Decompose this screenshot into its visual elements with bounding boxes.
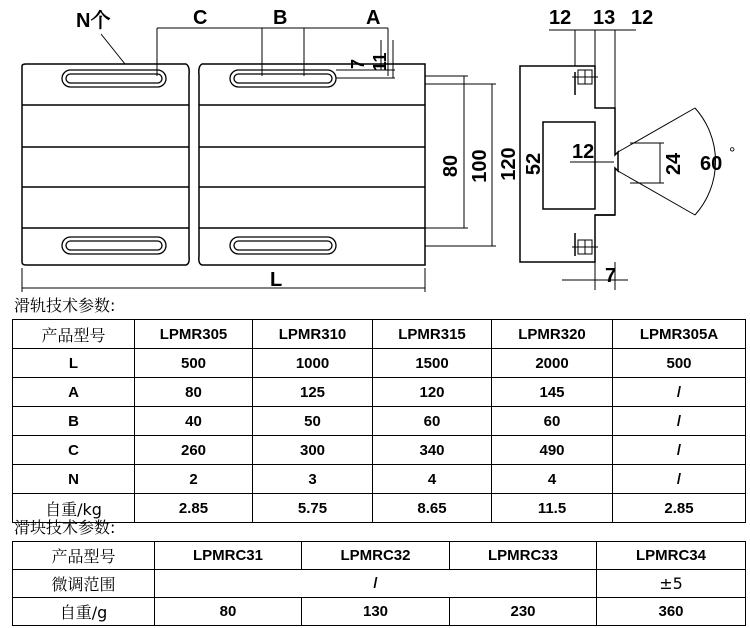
table-cell: 60 — [492, 407, 613, 436]
table-header-row — [13, 320, 746, 349]
technical-drawing — [0, 0, 750, 300]
block-table-title: 滑块技术参数: — [14, 518, 116, 537]
rail-segment-right — [199, 64, 425, 265]
model-cell: LPMRC34 — [597, 542, 746, 570]
table-cell: 500 — [135, 349, 253, 378]
dim-100: 100 — [469, 149, 491, 183]
row-label: L — [13, 349, 135, 378]
profile-screw-bottom — [572, 240, 598, 254]
degree-sign: ° — [729, 145, 736, 162]
table-cell: 120 — [373, 378, 492, 407]
table-cell: 1500 — [373, 349, 492, 378]
dim-120: 120 — [498, 147, 520, 181]
table-cell: 80 — [155, 598, 302, 626]
slot-top-left — [62, 70, 166, 87]
table-row — [13, 494, 746, 523]
table-cell: 2 — [135, 465, 253, 494]
slot-top-right — [230, 70, 336, 87]
table-cell: 4 — [492, 465, 613, 494]
table-cell: 260 — [135, 436, 253, 465]
table-cell: 8.65 — [373, 494, 492, 523]
label-c: C — [193, 7, 208, 29]
model-cell: LPMR320 — [492, 320, 613, 349]
dim-24: 24 — [663, 152, 685, 176]
rail-spec-table — [12, 319, 746, 523]
row-label: N — [13, 465, 135, 494]
table-row — [13, 570, 746, 598]
row-label: C — [13, 436, 135, 465]
dim-13: 13 — [593, 7, 616, 29]
table-cell: 5.75 — [253, 494, 373, 523]
table-cell: 2.85 — [135, 494, 253, 523]
table-cell: / — [613, 378, 746, 407]
table-cell: 130 — [302, 598, 450, 626]
table-row — [13, 436, 746, 465]
dim-7-bottom: 7 — [605, 265, 617, 287]
table-row — [13, 349, 746, 378]
model-cell: LPMR315 — [373, 320, 492, 349]
model-cell: LPMR305A — [613, 320, 746, 349]
block-spec-table — [12, 541, 746, 626]
dim-12-right: 12 — [631, 7, 654, 29]
table-cell: 4 — [373, 465, 492, 494]
table-cell: 3 — [253, 465, 373, 494]
row-label: 自重/g — [13, 598, 155, 626]
model-cell: LPMRC33 — [450, 542, 597, 570]
row-label: 自重/kg — [13, 494, 135, 523]
table-cell: 500 — [613, 349, 746, 378]
dim-12-inner: 12 — [572, 141, 595, 163]
table-row — [13, 598, 746, 626]
table-cell: 230 — [450, 598, 597, 626]
table-cell: 300 — [253, 436, 373, 465]
table-header-row — [13, 542, 746, 570]
table-cell: 125 — [253, 378, 373, 407]
model-cell: LPMRC32 — [302, 542, 450, 570]
rail-table-title: 滑轨技术参数: — [14, 296, 116, 315]
slot-bottom-left — [62, 237, 166, 254]
dim-52: 52 — [523, 152, 545, 176]
model-cell: LPMRC31 — [155, 542, 302, 570]
table-cell: / — [613, 407, 746, 436]
rail-segment-left — [22, 64, 189, 265]
table-cell: 145 — [492, 378, 613, 407]
table-cell: / — [155, 570, 597, 598]
table-cell: 11.5 — [492, 494, 613, 523]
row-label: A — [13, 378, 135, 407]
table-cell: 50 — [253, 407, 373, 436]
dim-60: 60 — [700, 153, 723, 175]
dim-80: 80 — [440, 154, 462, 178]
dim-12-left: 12 — [549, 7, 572, 29]
table-row — [13, 465, 746, 494]
dim-11: 11 — [370, 52, 390, 72]
model-cell: LPMR310 — [253, 320, 373, 349]
row-label: B — [13, 407, 135, 436]
table-row — [13, 407, 746, 436]
table-cell: 1000 — [253, 349, 373, 378]
slot-bottom-right — [230, 237, 336, 254]
table-cell: 40 — [135, 407, 253, 436]
dim-7-top: 7 — [348, 58, 368, 70]
label-b: B — [273, 7, 288, 29]
label-n: N个 — [76, 10, 111, 32]
table-cell: 2.85 — [613, 494, 746, 523]
table-cell: 490 — [492, 436, 613, 465]
header-cell: 产品型号 — [13, 320, 135, 349]
table-cell: 360 — [597, 598, 746, 626]
row-label: 微调范围 — [13, 570, 155, 598]
profile-screw-top — [572, 70, 598, 84]
table-cell: ±5 — [597, 570, 746, 598]
table-cell: / — [613, 436, 746, 465]
header-cell: 产品型号 — [13, 542, 155, 570]
model-cell: LPMR305 — [135, 320, 253, 349]
table-cell: 60 — [373, 407, 492, 436]
label-l: L — [270, 269, 283, 291]
table-cell: 80 — [135, 378, 253, 407]
label-a: A — [366, 7, 381, 29]
table-cell: 340 — [373, 436, 492, 465]
table-row — [13, 378, 746, 407]
table-cell: 2000 — [492, 349, 613, 378]
table-cell: / — [613, 465, 746, 494]
